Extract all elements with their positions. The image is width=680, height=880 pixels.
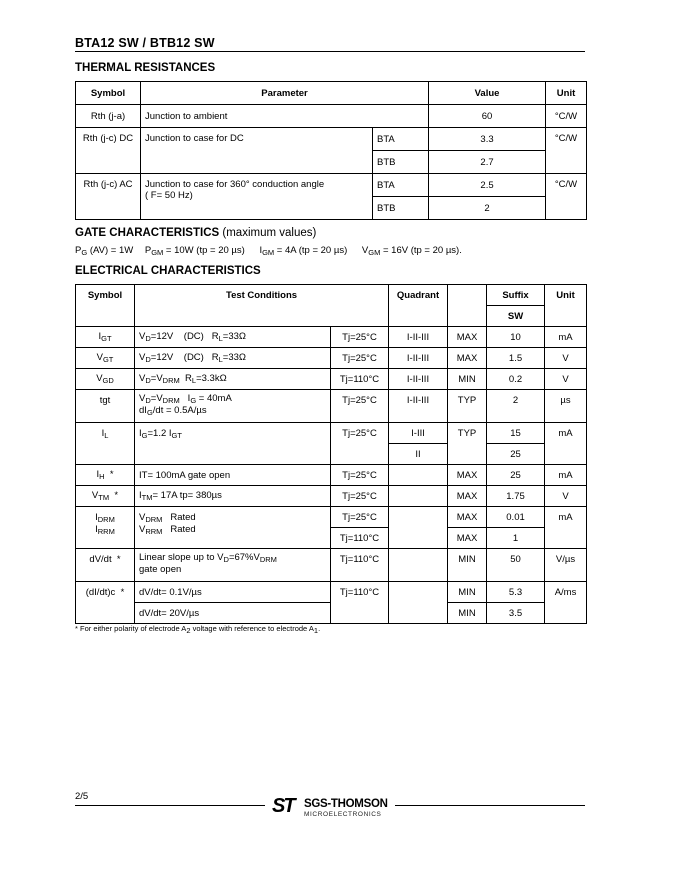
sym-il: $I_L$ — [76, 423, 135, 465]
gate-igm: $I_{GM} = 4A$ (tp = 20 µs) — [259, 245, 348, 257]
unit-il: mA — [545, 423, 587, 465]
val-didt: 5.3 — [487, 582, 545, 603]
val-il: 15 — [487, 423, 545, 444]
unit-vgd: V — [545, 369, 587, 390]
tj-idrm-2: Tj=110°C — [331, 528, 389, 549]
footnote: * For either polarity of electrode $A_2$ voltage with reference to electrode $A_1$. — [75, 624, 321, 635]
table-row — [76, 465, 587, 486]
lim-idrm: MAX — [448, 507, 487, 528]
thermal-param — [141, 174, 373, 220]
thermal-type: BTA — [373, 174, 429, 197]
table-row — [76, 486, 587, 507]
document-title: BTA12 SW / BTB12 SW — [75, 36, 215, 50]
lim-vtm: MAX — [448, 486, 487, 507]
thermal-value: 2.5 — [429, 174, 546, 197]
thermal-value: 2 — [429, 197, 546, 220]
cond-igt: $V_D=12V$ (DC) $R_L=33\Omega$ — [135, 327, 331, 348]
th-unit: Unit — [546, 82, 587, 105]
quad-vgd: I-II-III — [389, 369, 448, 390]
thermal-type: BTB — [373, 151, 429, 174]
table-row — [76, 174, 587, 197]
thermal-header-row — [76, 82, 587, 105]
lim-didt-2: MIN — [448, 603, 487, 624]
gate-pgm: $P_{GM} = 10W$ (tp = 20 µs) — [144, 245, 245, 257]
cond-didt: dV/dt= 0.1V/µs — [135, 582, 331, 603]
quad-didt — [389, 582, 448, 624]
val-didt-2: 3.5 — [487, 603, 545, 624]
sym-igt: $I_{GT}$ — [76, 327, 135, 348]
cond-didt-2: dV/dt= 20V/µs — [135, 603, 331, 624]
table-row — [76, 105, 587, 128]
val-dvdt: 50 — [487, 549, 545, 582]
table-row — [76, 327, 587, 348]
thermal-unit: °C/W — [546, 105, 587, 128]
cond-dvdt: Linear slope up to $V_D=67\%V_{DRM}$ gate open — [135, 549, 331, 582]
lim-igt: MAX — [448, 327, 487, 348]
lim-ih: MAX — [448, 465, 487, 486]
unit-tgt: µs — [545, 390, 587, 423]
tj-idrm: Tj=25°C — [331, 507, 389, 528]
val-idrm: 0.01 — [487, 507, 545, 528]
thermal-param: Junction to case for DC — [141, 128, 373, 174]
sym-vgt: $V_{GT}$ — [76, 348, 135, 369]
sym-didt: (dI/dt)c * — [76, 582, 135, 624]
eh-test-conditions: Test Conditions — [135, 285, 389, 327]
tj-vgt: Tj=25°C — [331, 348, 389, 369]
quad-il: I-III — [389, 423, 448, 444]
thermal-section-title: THERMAL RESISTANCES — [75, 62, 216, 74]
lim-idrm-2: MAX — [448, 528, 487, 549]
eh-unit: Unit — [545, 285, 587, 327]
thermal-type: BTA — [373, 128, 429, 151]
quad-dvdt — [389, 549, 448, 582]
thermal-unit: °C/W — [546, 128, 587, 174]
tj-tgt: Tj=25°C — [331, 390, 389, 423]
lim-il: TYP — [448, 423, 487, 465]
val-tgt: 2 — [487, 390, 545, 423]
quad-igt: I-II-III — [389, 327, 448, 348]
thermal-symbol: Rth (j-c) AC — [76, 174, 141, 220]
val-idrm-2: 1 — [487, 528, 545, 549]
quad-il-2: II — [389, 444, 448, 465]
cond-vtm: $I_{TM}= 17A$ tp= 380µs — [135, 486, 331, 507]
th-symbol: Symbol — [76, 82, 141, 105]
unit-dvdt: V/µs — [545, 549, 587, 582]
footer-rule-left — [75, 805, 265, 806]
tj-dvdt: Tj=110°C — [331, 549, 389, 582]
thermal-value: 60 — [429, 105, 546, 128]
gate-subtitle: (maximum values) — [222, 227, 317, 239]
unit-igt: mA — [545, 327, 587, 348]
tj-vgd: Tj=110°C — [331, 369, 389, 390]
thermal-param-line: ( F= 50 Hz) — [145, 190, 193, 201]
page-number: 2/5 — [75, 791, 89, 802]
eh-symbol: Symbol — [76, 285, 135, 327]
quad-tgt: I-II-III — [389, 390, 448, 423]
cond-idrm: $V_{DRM}$ Rated $V_{RRM}$ Rated — [135, 507, 331, 549]
table-row — [76, 348, 587, 369]
tj-didt: Tj=110°C — [331, 582, 389, 624]
cond-vgd: $V_D=V_{DRM}$ $R_L=3.3k\Omega$ — [135, 369, 331, 390]
val-il-2: 25 — [487, 444, 545, 465]
thermal-table — [75, 81, 587, 220]
gate-section-title — [75, 227, 316, 239]
thermal-type: BTB — [373, 197, 429, 220]
gate-title: GATE CHARACTERISTICS — [75, 227, 220, 239]
company-name: SGS-THOMSON — [304, 798, 388, 810]
unit-didt: A/ms — [545, 582, 587, 624]
company-subtitle: MICROELECTRONICS — [304, 811, 382, 818]
footer-rule-right — [395, 805, 585, 806]
tj-ih: Tj=25°C — [331, 465, 389, 486]
electrical-section-title: ELECTRICAL CHARACTERISTICS — [75, 265, 261, 277]
unit-vtm: V — [545, 486, 587, 507]
quad-vtm — [389, 486, 448, 507]
th-parameter: Parameter — [141, 82, 429, 105]
thermal-unit: °C/W — [546, 174, 587, 220]
cond-vgt: $V_D=12V$ (DC) $R_L=33\Omega$ — [135, 348, 331, 369]
cond-tgt: $V_D=V_{DRM}$ $I_G = 40mA$ $dI_G/dt = 0.5A/\mu s$ — [135, 390, 331, 423]
cond-il: $I_G=1.2$ $I_{GT}$ — [135, 423, 331, 465]
thermal-param-line: Junction to case for 360° conduction angle — [145, 179, 325, 190]
unit-idrm: mA — [545, 507, 587, 549]
gate-vgm: $V_{GM} = 16V$ (tp = 20 µs). — [361, 245, 462, 257]
quad-idrm — [389, 507, 448, 549]
sym-idrm-irrm: $I_{DRM}$ $I_{RRM}$ — [76, 507, 135, 549]
header-rule — [75, 51, 585, 52]
val-vgt: 1.5 — [487, 348, 545, 369]
gate-pg-avg: $P_G$ (AV) = 1W — [75, 245, 134, 257]
tj-il: Tj=25°C — [331, 423, 389, 465]
lim-vgt: MAX — [448, 348, 487, 369]
eh-suffix-sw: SW — [487, 306, 545, 327]
cond-ih: IT= 100mA gate open — [135, 465, 331, 486]
electrical-header-row — [76, 285, 587, 306]
thermal-symbol: Rth (j-c) DC — [76, 128, 141, 174]
tj-igt: Tj=25°C — [331, 327, 389, 348]
sym-vtm: $V_{TM}$ * — [76, 486, 135, 507]
unit-vgt: V — [545, 348, 587, 369]
table-row — [76, 582, 587, 603]
lim-tgt: TYP — [448, 390, 487, 423]
table-row — [76, 369, 587, 390]
sym-dvdt: dV/dt * — [76, 549, 135, 582]
tj-vtm: Tj=25°C — [331, 486, 389, 507]
unit-ih: mA — [545, 465, 587, 486]
quad-vgt: I-II-III — [389, 348, 448, 369]
table-row — [76, 549, 587, 582]
table-row — [76, 507, 587, 528]
val-igt: 10 — [487, 327, 545, 348]
thermal-value: 2.7 — [429, 151, 546, 174]
table-row — [76, 128, 587, 151]
val-vgd: 0.2 — [487, 369, 545, 390]
thermal-symbol: Rth (j-a) — [76, 105, 141, 128]
electrical-table — [75, 284, 587, 624]
quad-ih — [389, 465, 448, 486]
val-ih: 25 — [487, 465, 545, 486]
lim-dvdt: MIN — [448, 549, 487, 582]
sym-vgd: $V_{GD}$ — [76, 369, 135, 390]
eh-quadrant: Quadrant — [389, 285, 448, 327]
eh-suffix: Suffix — [487, 285, 545, 306]
st-logo-icon: ST — [272, 795, 294, 817]
gate-values-line — [75, 245, 462, 257]
eh-limit — [448, 285, 487, 327]
sym-tgt: tgt — [76, 390, 135, 423]
lim-vgd: MIN — [448, 369, 487, 390]
thermal-value: 3.3 — [429, 128, 546, 151]
lim-didt: MIN — [448, 582, 487, 603]
val-vtm: 1.75 — [487, 486, 545, 507]
table-row — [76, 423, 587, 444]
th-value: Value — [429, 82, 546, 105]
table-row — [76, 390, 587, 423]
thermal-param: Junction to ambient — [141, 105, 429, 128]
sym-ih: $I_H$ * — [76, 465, 135, 486]
